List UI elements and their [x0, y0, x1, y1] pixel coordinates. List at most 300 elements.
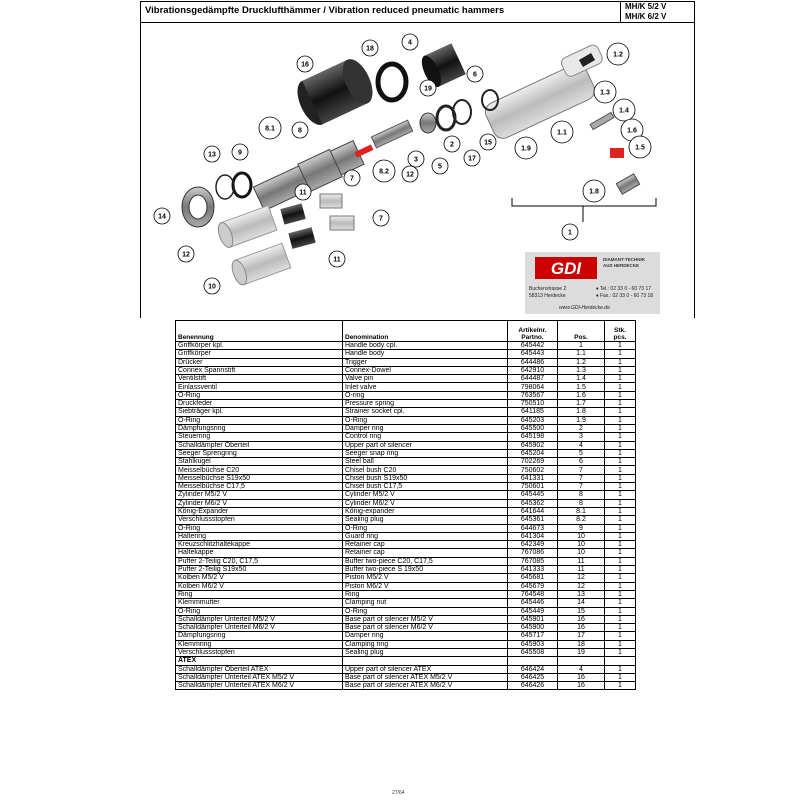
cell-denomination: Seeger snap ring: [343, 449, 508, 457]
callout-8-2: [373, 160, 395, 182]
cell-pcs: 1: [605, 632, 636, 640]
cell-pcs: 1: [605, 599, 636, 607]
cell-pos: 10: [558, 541, 605, 549]
address-street: Buchenstrasse 2: [529, 286, 567, 292]
table-row: [176, 566, 636, 574]
cell-denomination: Upper part of silencer: [343, 441, 508, 449]
cell-benennung: Zylinder M6/2 V: [176, 499, 343, 507]
cell-benennung: O-Ring: [176, 607, 343, 615]
table-row: [176, 408, 636, 416]
cell-denomination: Base part of silencer ATEX M6/2 V: [343, 682, 508, 690]
table-row: [176, 582, 636, 590]
cell-denomination: Base part of silencer ATEX M5/2 V: [343, 673, 508, 681]
cell-pcs: 1: [605, 507, 636, 515]
cell-benennung: Haltering: [176, 532, 343, 540]
clamping-nut-part: [182, 187, 214, 227]
cell-partno: 750510: [508, 400, 558, 408]
cell-pos: 1.9: [558, 416, 605, 424]
table-row: [176, 532, 636, 540]
cell-benennung: Steuerring: [176, 433, 343, 441]
table-row: [176, 648, 636, 656]
cell-pcs: 1: [605, 474, 636, 482]
sealing-plug-part: [420, 113, 436, 133]
valve-pin-part: [590, 112, 614, 129]
callout-6: [467, 66, 483, 82]
cell-denomination: Guard ring: [343, 532, 508, 540]
buffer-11-lower-part: [288, 227, 315, 249]
cell-benennung: O-Ring: [176, 391, 343, 399]
cell-benennung: Schalldämpfer Unterteil ATEX M6/2 V: [176, 682, 343, 690]
cell-pos: 8: [558, 499, 605, 507]
callout-text: 3: [414, 156, 418, 164]
cell-denomination: O-Ring: [343, 416, 508, 424]
cell-benennung: Ring: [176, 590, 343, 598]
callout-text: 6: [473, 71, 477, 79]
cell-denomination: Retainer cap: [343, 541, 508, 549]
callout-17: [464, 150, 480, 166]
cell-pcs: 1: [605, 350, 636, 358]
cell-benennung: Drücker: [176, 358, 343, 366]
cell-partno: 645717: [508, 632, 558, 640]
cell-benennung: Druckfeder: [176, 400, 343, 408]
cell-pos: 5: [558, 449, 605, 457]
cell-pcs: 1: [605, 566, 636, 574]
cell-benennung: Schalldämpfer Unterteil M6/2 V: [176, 624, 343, 632]
cell-pos: 1.7: [558, 400, 605, 408]
section-row-atex: [176, 657, 636, 665]
cell-denomination: Trigger: [343, 358, 508, 366]
cell-pcs: 1: [605, 541, 636, 549]
callout-text: 1.6: [627, 127, 637, 135]
callout-14: [154, 208, 170, 224]
cell-denomination: O-Ring: [343, 524, 508, 532]
col-header-benennung: Benennung: [176, 321, 343, 342]
callout-text: 14: [158, 213, 166, 221]
o-ring-9-part: [233, 173, 251, 197]
cell-pcs: 1: [605, 483, 636, 491]
empty-cell: [343, 657, 508, 665]
callout-8: [292, 122, 308, 138]
cell-partno: 642910: [508, 366, 558, 374]
callout-text: 8.2: [379, 168, 389, 176]
cell-partno: 645900: [508, 624, 558, 632]
strainer-socket-part: [616, 174, 639, 194]
pcs-line-1: Stk.: [614, 327, 626, 334]
callout-text: 8: [298, 127, 302, 135]
cell-benennung: Griffkörper: [176, 350, 343, 358]
cell-pcs: 1: [605, 342, 636, 350]
cell-benennung: Dämpfungsring: [176, 424, 343, 432]
gdi-logo: [535, 257, 597, 279]
group-1-bracket: [512, 198, 656, 206]
cell-pcs: 1: [605, 648, 636, 656]
cell-pcs: 1: [605, 491, 636, 499]
table-row: [176, 391, 636, 399]
callout-text: 7: [379, 215, 383, 223]
cell-pos: 16: [558, 673, 605, 681]
callout-text: 2: [450, 141, 454, 149]
cell-benennung: O-Ring: [176, 524, 343, 532]
cell-benennung: Siebträger kpl.: [176, 408, 343, 416]
cell-denomination: Piston M5/2 V: [343, 574, 508, 582]
cell-denomination: Ring: [343, 590, 508, 598]
cell-denomination: Inlet valve: [343, 383, 508, 391]
cell-benennung: Verschlussstopfen: [176, 648, 343, 656]
cell-pcs: 1: [605, 375, 636, 383]
o-ring-1.6-part: [610, 148, 624, 158]
cell-partno: 764548: [508, 590, 558, 598]
parts-table: [175, 320, 636, 690]
cell-benennung: König-Expander: [176, 507, 343, 515]
callout-11: [329, 251, 345, 267]
cell-benennung: Klemmmutter: [176, 599, 343, 607]
cell-pcs: 1: [605, 640, 636, 648]
cell-pos: 11: [558, 557, 605, 565]
address-city: 58313 Herdecke: [529, 293, 566, 299]
cell-denomination: Sealing plug: [343, 648, 508, 656]
cell-pcs: 1: [605, 665, 636, 673]
cell-benennung: Ventilstift: [176, 375, 343, 383]
callout-text: 11: [333, 256, 341, 264]
callout-1-5: [629, 136, 651, 158]
cell-pcs: 1: [605, 615, 636, 623]
cell-benennung: Schalldämpfer Oberteil ATEX: [176, 665, 343, 673]
table-row: [176, 516, 636, 524]
callout-text: 5: [438, 163, 442, 171]
cell-denomination: Cylinder M6/2 V: [343, 499, 508, 507]
fax-number: Fax.: 02 33 0 - 60 73 18: [599, 293, 654, 299]
o-ring-15-part: [453, 100, 471, 124]
table-row: [176, 682, 636, 690]
piston-part: [371, 120, 412, 148]
header-bar: [140, 1, 695, 23]
callout-text: 15: [484, 139, 492, 147]
cell-pos: 1.1: [558, 350, 605, 358]
cell-partno: 644487: [508, 375, 558, 383]
table-row: [176, 366, 636, 374]
pcs-line-2: pcs.: [613, 334, 627, 341]
company-address: [529, 286, 566, 300]
cell-pos: 16: [558, 624, 605, 632]
cell-pos: 17: [558, 632, 605, 640]
cell-partno: 644673: [508, 524, 558, 532]
cell-denomination: Upper part of silencer ATEX: [343, 665, 508, 673]
cell-denomination: Chisel bush C20: [343, 466, 508, 474]
cell-partno: 645203: [508, 416, 558, 424]
cell-denomination: Clamping nut: [343, 599, 508, 607]
cell-partno: 645443: [508, 350, 558, 358]
table-row: [176, 358, 636, 366]
table-row: [176, 441, 636, 449]
table-row: [176, 375, 636, 383]
callout-1-9: [515, 137, 537, 159]
callout-8-1: [259, 117, 281, 139]
cell-partno: 702269: [508, 458, 558, 466]
cell-partno: 645198: [508, 433, 558, 441]
clamping-ring-part: [378, 64, 406, 100]
cell-pcs: 1: [605, 441, 636, 449]
empty-cell: [508, 657, 558, 665]
cell-partno: 767086: [508, 549, 558, 557]
cell-pcs: 1: [605, 607, 636, 615]
callout-4: [402, 34, 418, 50]
callout-text: 12: [406, 171, 414, 179]
callout-text: 1.1: [557, 129, 567, 137]
cell-pcs: 1: [605, 458, 636, 466]
cell-denomination: Sealing plug: [343, 516, 508, 524]
table-row: [176, 466, 636, 474]
cell-pcs: 1: [605, 682, 636, 690]
cell-pos: 12: [558, 574, 605, 582]
cell-pos: 16: [558, 615, 605, 623]
cell-benennung: Schalldämpfer Unterteil ATEX M5/2 V: [176, 673, 343, 681]
cell-pcs: 1: [605, 549, 636, 557]
cell-denomination: Steel ball: [343, 458, 508, 466]
cell-pos: 8.1: [558, 507, 605, 515]
callout-text: 9: [238, 149, 242, 157]
callout-text: 16: [301, 61, 309, 69]
cell-denomination: Damper ring: [343, 424, 508, 432]
col-header-denomination: Denomination: [343, 321, 508, 342]
cell-partno: 641644: [508, 507, 558, 515]
callout-text: 1.3: [600, 89, 610, 97]
cell-pcs: 1: [605, 499, 636, 507]
table-row: [176, 433, 636, 441]
logo-brand-text: GDI: [550, 259, 582, 278]
table-row: [176, 499, 636, 507]
cell-benennung: Puffer 2-Teilig C20, C17,5: [176, 557, 343, 565]
callout-2: [444, 136, 460, 152]
table-row: [176, 424, 636, 432]
cell-benennung: Connex Spannstift: [176, 366, 343, 374]
cell-partno: 644486: [508, 358, 558, 366]
callout-7: [344, 170, 360, 186]
cell-denomination: Piston M6/2 V: [343, 582, 508, 590]
model-label-2: MH/K 6/2 V: [625, 12, 667, 21]
cell-pcs: 1: [605, 366, 636, 374]
ring-13-part: [216, 175, 234, 199]
cell-pos: 19: [558, 648, 605, 656]
cell-denomination: Buffer two-piece C20, C17,5: [343, 557, 508, 565]
callout-12: [178, 246, 194, 262]
table-row: [176, 524, 636, 532]
phone-number: Tel.: 02 33 0 - 60 73 17: [599, 286, 652, 292]
cell-pcs: 1: [605, 416, 636, 424]
callout-text: 8.1: [265, 125, 275, 133]
cell-pos: 8: [558, 491, 605, 499]
cell-denomination: Handle body cpl.: [343, 342, 508, 350]
cell-partno: 645445: [508, 491, 558, 499]
cell-pcs: 1: [605, 424, 636, 432]
company-logo-block: [525, 252, 660, 314]
sealing-plug-red: [355, 144, 374, 157]
cell-benennung: O-Ring: [176, 416, 343, 424]
cell-partno: 641331: [508, 474, 558, 482]
cell-denomination: Control ring: [343, 433, 508, 441]
table-row: [176, 557, 636, 565]
cell-pos: 1.3: [558, 366, 605, 374]
cell-partno: 645500: [508, 424, 558, 432]
callout-7: [373, 210, 389, 226]
callout-1: [562, 224, 578, 240]
cell-pcs: 1: [605, 408, 636, 416]
col-header-pos: Pos.: [558, 321, 605, 342]
cell-benennung: Kreuzschlitzhaltekappe: [176, 541, 343, 549]
table-header-row: [176, 321, 636, 342]
col-header-partno: [508, 321, 558, 342]
cell-denomination: Base part of silencer M5/2 V: [343, 615, 508, 623]
table-row: [176, 607, 636, 615]
cell-partno: 646425: [508, 673, 558, 681]
cell-pos: 7: [558, 474, 605, 482]
cell-denomination: Chisel bush C17,5: [343, 483, 508, 491]
callout-text: 18: [366, 45, 374, 53]
cell-pcs: 1: [605, 557, 636, 565]
cell-denomination: Damper ring: [343, 632, 508, 640]
callout-3: [408, 151, 424, 167]
logo-sub-line-2: AUS HERDECKE: [603, 262, 640, 268]
cell-partno: 645681: [508, 574, 558, 582]
cell-denomination: O-ring: [343, 391, 508, 399]
cell-benennung: Dämpfungsring: [176, 632, 343, 640]
page-title: Vibrationsgedämpfte Drucklufthämmer / Vibration reduced pneumatic hammers: [145, 5, 505, 16]
table-row: [176, 665, 636, 673]
cell-benennung: Meisselbüchse C20: [176, 466, 343, 474]
page-number: 27/64: [392, 790, 405, 796]
cell-benennung: Einlassventil: [176, 383, 343, 391]
cell-partno: 645508: [508, 648, 558, 656]
cell-partno: 750602: [508, 466, 558, 474]
cell-pos: 8.2: [558, 516, 605, 524]
empty-cell: [605, 657, 636, 665]
chisel-bush-7-lower-part: [330, 216, 354, 230]
table-row: [176, 549, 636, 557]
callout-1-3: [594, 81, 616, 103]
parts-table-body: [176, 342, 636, 690]
cell-denomination: Buffer two-piece S 19x50: [343, 566, 508, 574]
callout-text: 1.2: [613, 51, 623, 59]
cell-benennung: Seeger Sprengring: [176, 449, 343, 457]
table-row: [176, 474, 636, 482]
table-row: [176, 383, 636, 391]
cell-benennung: Verschlussstopfen: [176, 516, 343, 524]
cell-pos: 3: [558, 433, 605, 441]
callout-text: 1: [568, 229, 572, 237]
cell-partno: 645903: [508, 640, 558, 648]
cell-denomination: Valve pin: [343, 375, 508, 383]
retainer-10-upper-part: [215, 206, 277, 250]
callout-text: 1.5: [635, 144, 645, 152]
logo-subtitle: [603, 257, 645, 268]
cell-pcs: 1: [605, 466, 636, 474]
table-row: [176, 491, 636, 499]
cell-pos: 18: [558, 640, 605, 648]
cell-pcs: 1: [605, 574, 636, 582]
section-label: ATEX: [176, 657, 343, 665]
cell-pcs: 1: [605, 673, 636, 681]
table-row: [176, 507, 636, 515]
cell-denomination: Cylinder M5/2 V: [343, 491, 508, 499]
cell-partno: 645361: [508, 516, 558, 524]
cell-pcs: 1: [605, 624, 636, 632]
cell-pos: 13: [558, 590, 605, 598]
cell-benennung: Meisselbüchse C17,5: [176, 483, 343, 491]
cell-partno: 645902: [508, 441, 558, 449]
cell-pos: 11: [558, 566, 605, 574]
cell-denomination: Base part of silencer M6/2 V: [343, 624, 508, 632]
callout-1-2: [607, 43, 629, 65]
callout-text: 1.9: [521, 145, 531, 153]
callout-10: [204, 278, 220, 294]
cell-partno: 798064: [508, 383, 558, 391]
cell-pcs: 1: [605, 516, 636, 524]
table-row: [176, 541, 636, 549]
cell-benennung: Schalldämpfer Unterteil M5/2 V: [176, 615, 343, 623]
header-divider: [620, 2, 621, 22]
cell-pcs: 1: [605, 391, 636, 399]
cell-partno: 645446: [508, 599, 558, 607]
cell-pos: 10: [558, 532, 605, 540]
cell-benennung: Griffkörper kpl.: [176, 342, 343, 350]
cell-partno: 750601: [508, 483, 558, 491]
col-header-pcs: [605, 321, 636, 342]
cell-partno: 641185: [508, 408, 558, 416]
cell-partno: 646424: [508, 665, 558, 673]
table-row: [176, 624, 636, 632]
cell-pos: 10: [558, 549, 605, 557]
cell-pos: 1: [558, 342, 605, 350]
callout-1-4: [613, 99, 635, 121]
cell-denomination: König-expander: [343, 507, 508, 515]
cell-benennung: Kolben M5/2 V: [176, 574, 343, 582]
model-label-1: MH/K 5/2 V: [625, 2, 667, 11]
cell-benennung: Puffer 2-Teilig S19x50: [176, 566, 343, 574]
table-row: [176, 483, 636, 491]
cell-pos: 9: [558, 524, 605, 532]
cell-pos: 1.8: [558, 408, 605, 416]
table-row: [176, 350, 636, 358]
cell-benennung: Stahlkugel: [176, 458, 343, 466]
cell-pos: 15: [558, 607, 605, 615]
callout-13: [204, 146, 220, 162]
empty-cell: [558, 657, 605, 665]
table-row: [176, 458, 636, 466]
table-row: [176, 342, 636, 350]
callout-16: [297, 56, 313, 72]
cell-pos: 1.6: [558, 391, 605, 399]
cell-partno: 645679: [508, 582, 558, 590]
cell-pcs: 1: [605, 582, 636, 590]
partno-line-2: Partno.: [521, 334, 544, 341]
cell-benennung: Zylinder M5/2 V: [176, 491, 343, 499]
cell-pcs: 1: [605, 383, 636, 391]
cell-pcs: 1: [605, 400, 636, 408]
callout-1-8: [583, 180, 605, 202]
cell-pos: 1.2: [558, 358, 605, 366]
cell-denomination: Clamping ring: [343, 640, 508, 648]
cell-pcs: 1: [605, 524, 636, 532]
cell-pos: 1.4: [558, 375, 605, 383]
cell-benennung: Kolben M6/2 V: [176, 582, 343, 590]
table-row: [176, 599, 636, 607]
cell-pos: 4: [558, 665, 605, 673]
table-row: [176, 615, 636, 623]
callout-12: [402, 166, 418, 182]
retainer-10-lower-part: [229, 243, 291, 287]
cell-benennung: Meisselbüchse S19x50: [176, 474, 343, 482]
table-row: [176, 416, 636, 424]
callout-text: 4: [408, 39, 412, 47]
